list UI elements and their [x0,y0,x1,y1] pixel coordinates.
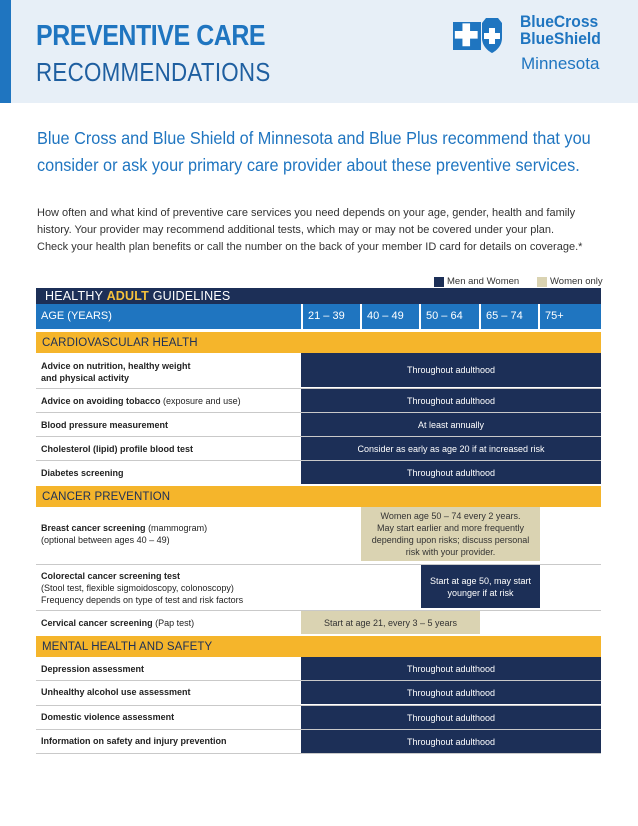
row-label-bold: Diabetes screening [41,468,124,478]
row-cholesterol-label [41,443,193,455]
value-line: depending upon risks; discuss personal [371,535,530,545]
row-label-bold: Depression assessment [41,664,145,674]
intro-line: consider or ask your primary care provider about these preventive services. [37,155,580,175]
row-label-bold: Colorectal cancer screening test [41,571,181,581]
row-nutrition-label [41,360,191,384]
body-paragraph [37,205,607,256]
row-label-bold: Advice on avoiding tobacco [41,396,161,406]
value-line: May start earlier and more frequently [376,523,525,533]
bcbs-logo-icon [452,14,514,54]
legend-swatch-tan [537,277,547,287]
row-alcohol-value: Throughout adulthood [301,681,601,704]
row-depression-value: Throughout adulthood [301,657,601,680]
intro-line: Blue Cross and Blue Shield of Minnesota and Blue Plus recommend that you [37,128,591,148]
table-title-pre: HEALTHY [45,289,107,303]
row-divider [36,753,601,754]
age-header-row [36,304,601,329]
row-colorectal-label [41,570,243,606]
row-cholesterol-value: Consider as early as age 20 if at increased risk [301,437,601,460]
row-cervical-value: Start at age 21, every 3 – 5 years [301,611,480,634]
row-diabetes-label [41,467,124,479]
row-safety-value: Throughout adulthood [301,730,601,753]
row-label-sub: (Stool test, flexible sigmoidoscopy, colonoscopy) [41,583,234,593]
legend-label: Men and Women [447,276,520,287]
age-group-65-74: 65 – 74 [479,304,538,329]
body-line: history. Your provider may recommend additional tests, which may or may not be covered under your plan. [37,224,555,236]
row-domestic-value: Throughout adulthood [301,706,601,729]
row-label-line: and physical activity [41,373,130,383]
legend-women-only [537,276,603,287]
logo-wordmark [520,13,601,47]
row-nutrition-value: Throughout adulthood [301,353,601,387]
section-mental-health: MENTAL HEALTH AND SAFETY [36,636,601,657]
header-accent-bar [0,0,11,103]
logo-line-blueshield: BlueShield [520,29,601,48]
row-alcohol-label [41,686,191,698]
table-title-accent: ADULT [106,289,150,303]
age-header-label: AGE (YEARS) [41,310,112,322]
value-line: Women age 50 – 74 every 2 years. [380,511,521,521]
row-label-bold: Cervical cancer screening [41,618,153,628]
age-group-40-49: 40 – 49 [360,304,419,329]
age-group-50-64: 50 – 64 [419,304,479,329]
table-title [36,288,601,304]
row-diabetes-value: Throughout adulthood [301,461,601,484]
row-bp-label [41,419,168,431]
row-label-bold: Information on safety and injury prevention [41,736,227,746]
row-cervical-label [41,617,194,629]
legend-label: Women only [550,276,603,287]
row-depression-label [41,663,144,675]
age-group-21-39: 21 – 39 [301,304,360,329]
section-cancer: CANCER PREVENTION [36,486,601,507]
section-cardiovascular: CARDIOVASCULAR HEALTH [36,332,601,353]
logo-line-bluecross: BlueCross [520,12,599,31]
row-label-bold: Unhealthy alcohol use assessment [41,687,191,697]
row-tobacco-label [41,395,241,407]
legend-men-women [434,276,519,287]
logo-line-minnesota: Minnesota [521,54,600,73]
row-label-rest: (exposure and use) [160,396,241,406]
row-label-sub: Frequency depends on type of test and risk factors [41,595,244,605]
body-line: How often and what kind of preventive care services you need depends on your age, gender, health and family [37,207,576,219]
age-group-75-plus: 75+ [538,304,601,329]
row-label-bold: Domestic violence assessment [41,712,175,722]
value-line: Start at age 50, may start [429,575,532,586]
row-bp-value: At least annually [301,413,601,436]
row-breast-label [41,522,207,546]
value-line: younger if at risk [447,587,514,598]
row-safety-label [41,735,227,747]
body-line: Check your health plan benefits or call the number on the back of your member ID card for details on coverage.* [37,241,583,253]
row-domestic-label [41,711,174,723]
value-line: risk with your provider. [405,547,496,557]
row-breast-value [361,507,540,561]
row-label-bold: Blood pressure measurement [41,420,169,430]
row-tobacco-value: Throughout adulthood [301,389,601,412]
intro-text [37,125,591,179]
row-label-sub: (optional between ages 40 – 49) [41,535,170,545]
row-label-rest: (Pap test) [152,618,195,628]
legend-swatch-navy [434,277,444,287]
row-colorectal-value [421,565,540,608]
row-label-line: Advice on nutrition, healthy weight [41,361,191,371]
row-label-rest: (mammogram) [145,523,208,533]
page-title: PREVENTIVE CARE [36,20,266,52]
table-title-post: GUIDELINES [149,289,231,303]
page-subtitle: RECOMMENDATIONS [36,57,271,87]
row-label-bold: Breast cancer screening [41,523,146,533]
row-label-bold: Cholesterol (lipid) profile blood test [41,444,193,454]
